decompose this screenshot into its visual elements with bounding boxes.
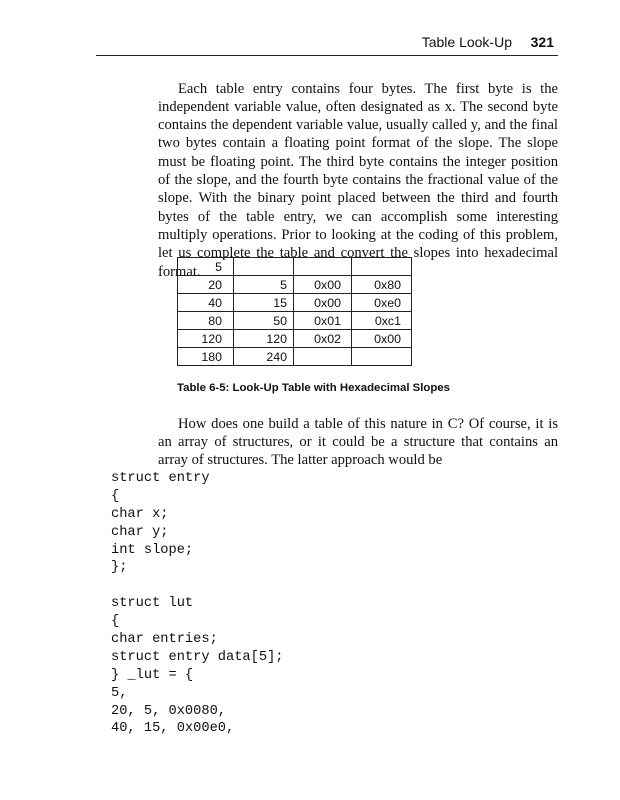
table-row [178, 258, 412, 276]
table-cell: 0xe0 [352, 294, 412, 312]
table-cell [234, 258, 294, 276]
code-line: struct entry data[5]; [111, 649, 284, 665]
table-cell: 0x00 [294, 294, 352, 312]
code-line: 20, 5, 0x0080, [111, 703, 226, 719]
code-line: int slope; [111, 542, 194, 558]
code-line: 40, 15, 0x00e0, [111, 721, 235, 737]
table-cell: 0x01 [294, 312, 352, 330]
table-cell: 5 [178, 258, 234, 276]
table-cell: 120 [234, 330, 294, 348]
intro-paragraph: Each table entry contains four bytes. The first byte is the independent variable value, often designated as x. The second byte contains the dependent variable value, usually called y, and the final two bytes contain a floating point format of the slope. The slope must be floating point. The third byte contains the integer position of the slope, and the fourth byte contains the fractional value of the slope. With the binary point placed between the third and fourth bytes of the table entry, we can accomplish some interesting multiply operations. Prior to looking at the coding of this problem, let us complete the table and convert the slopes into hexadecimal format. [158, 80, 558, 280]
table-row [178, 276, 412, 294]
table-cell: 15 [234, 294, 294, 312]
code-line [111, 577, 284, 595]
code-line: } _lut = { [111, 667, 194, 683]
code-line: struct lut [111, 596, 194, 612]
table-cell: 0x00 [294, 276, 352, 294]
header-rule [96, 55, 558, 56]
lookup-table [177, 257, 412, 366]
body-paragraph: How does one build a table of this nature in C? Of course, it is an array of structures, or it could be a structure that contains an array of structures. The latter approach would be [158, 415, 558, 469]
table-row [178, 348, 412, 366]
table-cell: 180 [178, 348, 234, 366]
table-caption: Table 6-5: Look-Up Table with Hexadecimal Slopes [177, 382, 451, 394]
code-listing [111, 470, 284, 738]
table-cell: 5 [234, 276, 294, 294]
table-cell [352, 348, 412, 366]
code-line: char entries; [111, 632, 218, 648]
table-cell [294, 348, 352, 366]
table-cell: 240 [234, 348, 294, 366]
code-line: struct entry [111, 471, 210, 486]
table-cell: 20 [178, 276, 234, 294]
table-row [178, 294, 412, 312]
table-cell: 50 [234, 312, 294, 330]
table-cell: 120 [178, 330, 234, 348]
table-row [178, 312, 412, 330]
page-number: 321 [530, 34, 554, 50]
table-row [178, 330, 412, 348]
header-title: Table Look-Up [421, 34, 512, 50]
table-cell: 80 [178, 312, 234, 330]
code-line: char x; [111, 506, 169, 522]
table-cell: 40 [178, 294, 234, 312]
running-header [0, 34, 620, 54]
code-line: }; [111, 560, 128, 576]
table-cell: 0x80 [352, 276, 412, 294]
code-line: char y; [111, 524, 169, 540]
table-cell: 0x00 [352, 330, 412, 348]
table-cell: 0x02 [294, 330, 352, 348]
code-line: { [111, 614, 120, 630]
code-line: { [111, 488, 120, 504]
table-cell: 0xc1 [352, 312, 412, 330]
table-cell [294, 258, 352, 276]
code-line: 5, [111, 685, 128, 701]
table-cell [352, 258, 412, 276]
